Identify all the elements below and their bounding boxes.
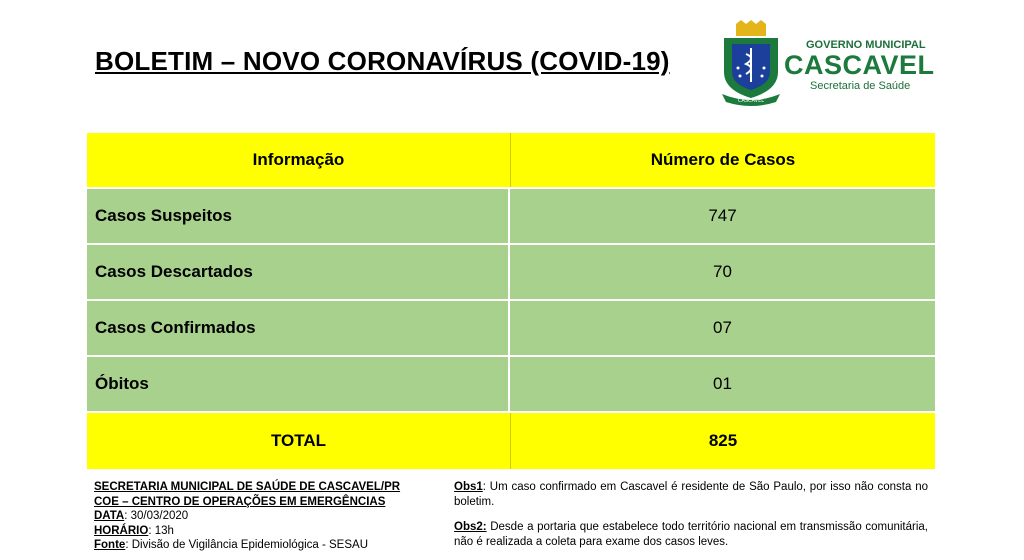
footer-horario-line	[94, 524, 400, 539]
obs2-text: Desde a portaria que estabelece todo território nacional em transmissão comunitária, não é realizada a coleta para exame dos casos leves.	[454, 521, 928, 548]
page-title: BOLETIM – NOVO CORONAVÍRUS (COVID-19)	[95, 46, 670, 76]
row-value: 07	[713, 318, 732, 337]
row-value: 747	[708, 206, 737, 225]
footer-secretaria: SECRETARIA MUNICIPAL DE SAÚDE DE CASCAVEL/PR	[94, 481, 401, 493]
logo-top-text: GOVERNO MUNICIPAL	[806, 39, 926, 51]
row-label: Casos Confirmados	[87, 301, 510, 355]
logo-badge-text: CASCAVEL	[737, 98, 765, 104]
row-label: Casos Descartados	[87, 245, 510, 299]
row-label: Casos Suspeitos	[87, 189, 510, 243]
logo-sub-text: Secretaria de Saúde	[810, 80, 911, 92]
horario-label: HORÁRIO	[94, 524, 149, 537]
table-row	[87, 357, 935, 413]
obs1-text: : Um caso confirmado em Cascavel é residente de São Paulo, por isso não consta no boletim.	[454, 481, 928, 508]
table-header-row	[87, 133, 935, 189]
obs1-label: Obs1	[454, 481, 483, 493]
coat-of-arms-icon	[716, 20, 786, 106]
footer-fonte-line	[94, 538, 400, 553]
total-label: TOTAL	[87, 413, 511, 469]
row-label: Óbitos	[87, 357, 510, 411]
table-row	[87, 245, 935, 301]
fonte-label: Fonte	[94, 539, 126, 551]
table-total-row	[87, 413, 935, 469]
table-row	[87, 301, 935, 357]
fonte-value: : Divisão de Vigilância Epidemiológica - SESAU	[125, 539, 368, 551]
data-value: : 30/03/2020	[124, 510, 189, 522]
table-row	[87, 189, 935, 245]
footer-data-line	[94, 509, 400, 524]
footer-info	[94, 480, 400, 553]
footer-observations	[454, 480, 928, 560]
cascavel-logo	[712, 20, 934, 106]
data-label: DATA	[94, 510, 125, 522]
obs2-label: Obs2:	[454, 521, 487, 533]
row-value: 70	[713, 262, 732, 281]
obs1-paragraph	[454, 480, 928, 509]
cases-table	[87, 133, 935, 469]
logo-main-text: CASCAVEL	[784, 50, 935, 80]
horario-value: : 13h	[148, 524, 174, 537]
header-informacao: Informação	[87, 133, 511, 187]
header-numero-casos: Número de Casos	[650, 150, 796, 169]
footer-coe: COE – CENTRO DE OPERAÇÕES EM EMERGÊNCIAS	[94, 495, 386, 508]
row-value: 01	[713, 374, 732, 393]
total-value: 825	[708, 431, 738, 450]
obs2-paragraph	[454, 520, 928, 549]
